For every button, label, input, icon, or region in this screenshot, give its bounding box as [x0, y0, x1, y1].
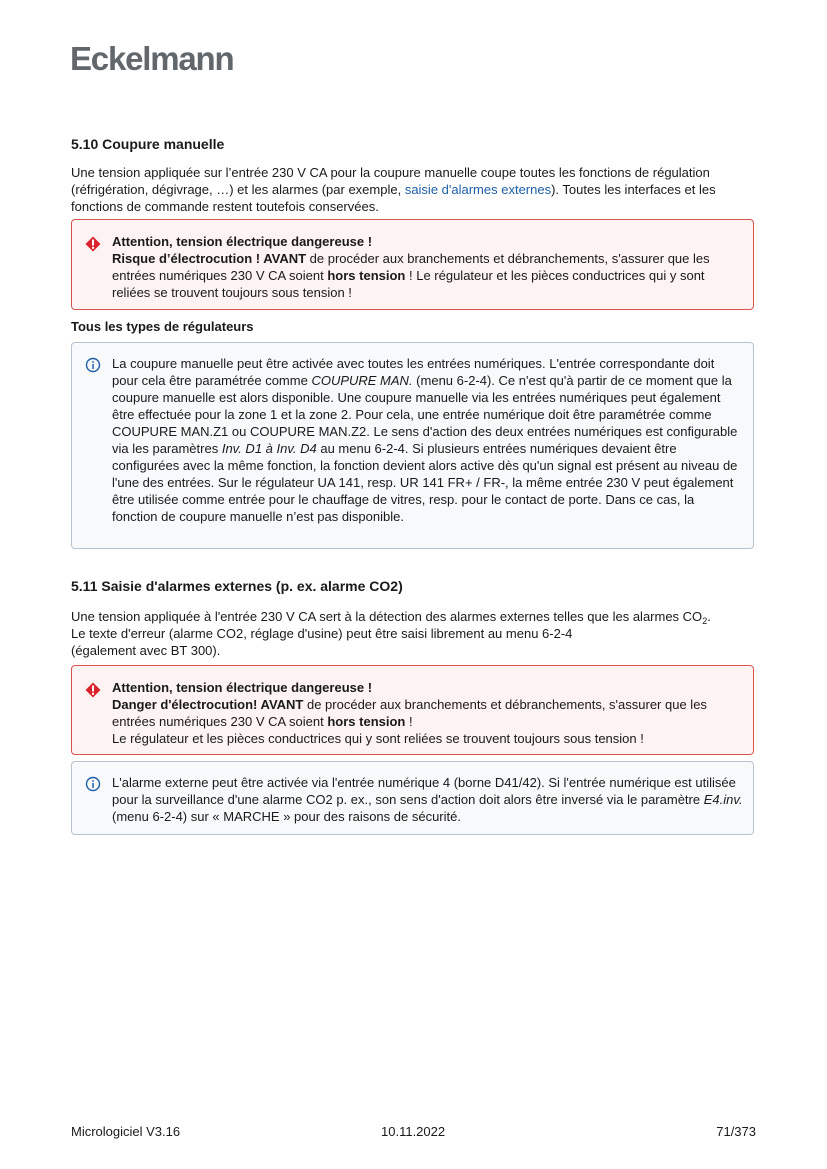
eckelmann-logo: Eckelmann — [70, 40, 234, 77]
info-text: L'alarme externe peut être activée via l'entrée numérique 4 (borne D41/42). Si l'entrée numérique est utilisée pour la surveillance d'une alarme CO2 p. ex., son sens d'action doit alors être inversé via le paramètre E4.inv. (menu 6-2-4) sur « MARCHE » pour des raisons de sécurité. — [112, 775, 743, 824]
footer-date: 10.11.2022 — [381, 1124, 446, 1139]
warning-text: Risque d’électrocution ! AVANT de procéder aux branchements et débranchements, s'assurer que les entrées numériques 230 V CA soient hors tension ! Le régulateur et les pièces conductrices qui y sont reliées se trouvent toujours sous tension ! — [112, 251, 710, 300]
subheading-all-regulators: Tous les types de régulateurs — [71, 319, 254, 334]
warning-title: Attention, tension électrique dangereuse ! — [112, 680, 373, 695]
warning-title: Attention, tension électrique dangereuse ! — [112, 234, 373, 249]
info-icon — [85, 776, 101, 796]
section-5-10-intro: Une tension appliquée sur l’entrée 230 V CA pour la coupure manuelle coupe toutes les fonctions de régulation (réfrigération, dégivrage, …) et les alarmes (par exemple, saisie d'alarmes externes). Toutes les interfaces et les fonctions de commande restent toutefois conservées. — [71, 165, 716, 214]
info-box-manual-cutoff — [71, 342, 754, 549]
warning-box-electrical-2 — [71, 665, 754, 755]
footer-page-number: 71/373 — [716, 1124, 756, 1139]
link-saisie-alarmes-externes[interactable]: saisie d'alarmes externes — [404, 182, 552, 197]
warning-diamond-icon — [85, 236, 101, 256]
warning-box-electrical-1 — [71, 219, 754, 310]
info-box-external-alarm — [71, 761, 754, 835]
section-title-5-10: 5.10 Coupure manuelle — [71, 136, 225, 152]
warning-text: Danger d'électrocution! AVANT de procéder aux branchements et débranchements, s'assurer que les entrées numériques 230 V CA soient hors tension ! — [112, 697, 707, 729]
section-5-11-intro: Une tension appliquée à l'entrée 230 V CA sert à la détection des alarmes externes telles que les alarmes $CO_2$. Le texte d'erreur (alarme CO2, réglage d'usine) peut être saisi librement au menu 6-2-4 (également avec BT 300). — [71, 609, 711, 658]
warning-text-line3: Le régulateur et les pièces conductrices qui y sont reliées se trouvent toujours sous tension ! — [112, 731, 644, 746]
info-text: La coupure manuelle peut être activée avec toutes les entrées numériques. L'entrée correspondante doit pour cela être paramétrée comme COUPURE MAN. (menu 6-2-4). Ce n'est qu'à partir de ce moment que la coupure manuelle est alors disponible. Une coupure manuelle via les entrées numériques peut également être effectuée pour la zone 1 et la zone 2. Pour cela, une entrée numérique doit être paramétrée comme COUPURE MAN.Z1 ou COUPURE MAN.Z2. Le sens d'action des deux entrées numériques est configurable via les paramètres Inv. D1 à Inv. D4 au menu 6-2-4. Si plusieurs entrées numériques devaient être configurées avec la même fonction, la fonction devient alors active dès qu'un signal est présent au niveau de l'une des entrées. Sur le régulateur UA 141, resp. UR 141 FR+ / FR-, la même entrée 230 V peut également être utilisée comme entrée pour le chauffage de vitres, resp. pour le contact de porte. Dans ce cas, la fonction de coupure manuelle n’est pas disponible. — [112, 356, 738, 524]
section-title-5-11: 5.11 Saisie d'alarmes externes (p. ex. alarme CO2) — [71, 578, 403, 594]
info-icon — [85, 357, 101, 377]
footer-firmware-version: Micrologiciel V3.16 — [71, 1124, 181, 1139]
warning-diamond-icon — [85, 682, 101, 702]
